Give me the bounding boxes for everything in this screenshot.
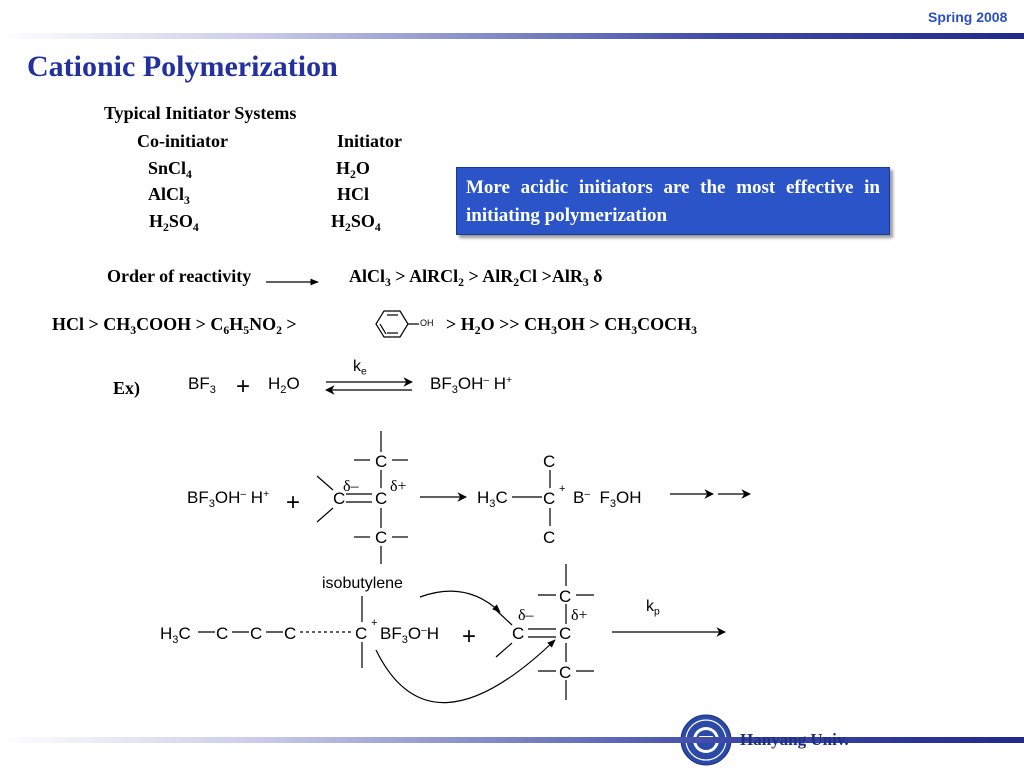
svg-text:C: C <box>375 452 388 471</box>
svg-text:C: C <box>216 624 229 643</box>
header-date: Spring 2008 <box>928 9 1008 25</box>
coinitiator-alcl3: AlCl$_3$ <box>148 184 190 208</box>
phenol-ring <box>376 311 419 337</box>
growing-chain-methyl: $H_3C$ <box>160 624 191 646</box>
initiator-h2so4: $H_2SO_4$ <box>331 211 381 235</box>
svg-text:C: C <box>543 452 556 471</box>
counterion-chain: $BF_3O^-H$ <box>380 624 440 646</box>
svg-text:C: C <box>559 624 572 643</box>
footer-institution: Hanyang Univ. <box>740 730 849 749</box>
plus-sign-2: + <box>286 489 301 516</box>
rate-constant-kp: $k_p$ <box>646 598 660 618</box>
phenol-oh-label: OH <box>420 318 434 328</box>
svg-text:C: C <box>355 624 368 643</box>
initiator-h2o: $H_2O$ <box>336 158 370 182</box>
counterion-product: B– $F_3OH$ <box>573 488 642 510</box>
isobutylene-structure-2 <box>496 564 594 700</box>
svg-text:δ–: δ– <box>343 478 359 495</box>
svg-text:+: + <box>371 617 378 629</box>
equilibrium-arrows <box>326 382 412 390</box>
svg-text:C: C <box>250 624 263 643</box>
bf3oh-h-product: $BF_3OH^-$ H+ <box>430 374 513 396</box>
footer-rule <box>0 737 1024 743</box>
order-label: Order of reactivity <box>107 266 252 286</box>
isobutylene-structure-1 <box>317 431 408 564</box>
svg-text:+: + <box>559 483 566 495</box>
initiator-heading: Typical Initiator Systems <box>104 103 297 123</box>
acid-series-right: > $H_2O >> CH_3OH$ > $CH_3COCH_3$ <box>446 314 697 338</box>
svg-text:C: C <box>559 587 572 606</box>
coinitiator-h2so4: $H_2SO_4$ <box>149 211 199 235</box>
plus-sign-1: + <box>236 373 251 400</box>
lewis-acid-series: AlCl$_3$ > AlRCl$_2$ > AlR$_2$Cl >AlR$_3$ δ <box>349 266 603 290</box>
svg-text:C: C <box>333 489 346 508</box>
initiator-hcl: HCl <box>337 184 370 204</box>
svg-text:C: C <box>543 528 556 547</box>
slide-title: Cationic Polymerization <box>27 50 338 83</box>
svg-text:C: C <box>543 489 556 508</box>
bf3oh-h-initiator: $BF_3OH^-$ H+ <box>187 488 270 510</box>
coinitiator-sncl4: SnCl$_4$ <box>148 158 192 182</box>
bf3-reactant: $BF_3$ <box>188 374 216 396</box>
svg-text:C: C <box>559 663 572 682</box>
svg-text:δ–: δ– <box>518 607 534 624</box>
curved-arrow-top <box>420 591 500 612</box>
svg-text:δ+: δ+ <box>571 607 588 624</box>
h2o-reactant: $H_2O$ <box>268 374 300 396</box>
carbocation-product: $H_3C$ <box>477 488 508 510</box>
plus-sign-3: + <box>462 623 477 650</box>
acid-series-left: HCl > $CH_3COOH > C_6H_5NO_2$ > <box>52 314 297 338</box>
acidity-callout: More acidic initiators are the most effective in initiating polymerization <box>456 167 890 235</box>
svg-text:C: C <box>512 624 525 643</box>
isobutylene-label: isobutylene <box>322 575 403 592</box>
rate-constant-ke: $k_e$ <box>353 358 367 378</box>
coinitiator-col-header: Co-initiator <box>137 131 228 151</box>
example-label: Ex) <box>113 378 140 398</box>
svg-text:C: C <box>375 489 388 508</box>
svg-text:δ+: δ+ <box>390 478 407 495</box>
svg-text:C: C <box>284 624 297 643</box>
curved-arrow-bottom <box>376 640 555 703</box>
initiator-col-header: Initiator <box>337 131 402 151</box>
svg-text:C: C <box>375 528 388 547</box>
